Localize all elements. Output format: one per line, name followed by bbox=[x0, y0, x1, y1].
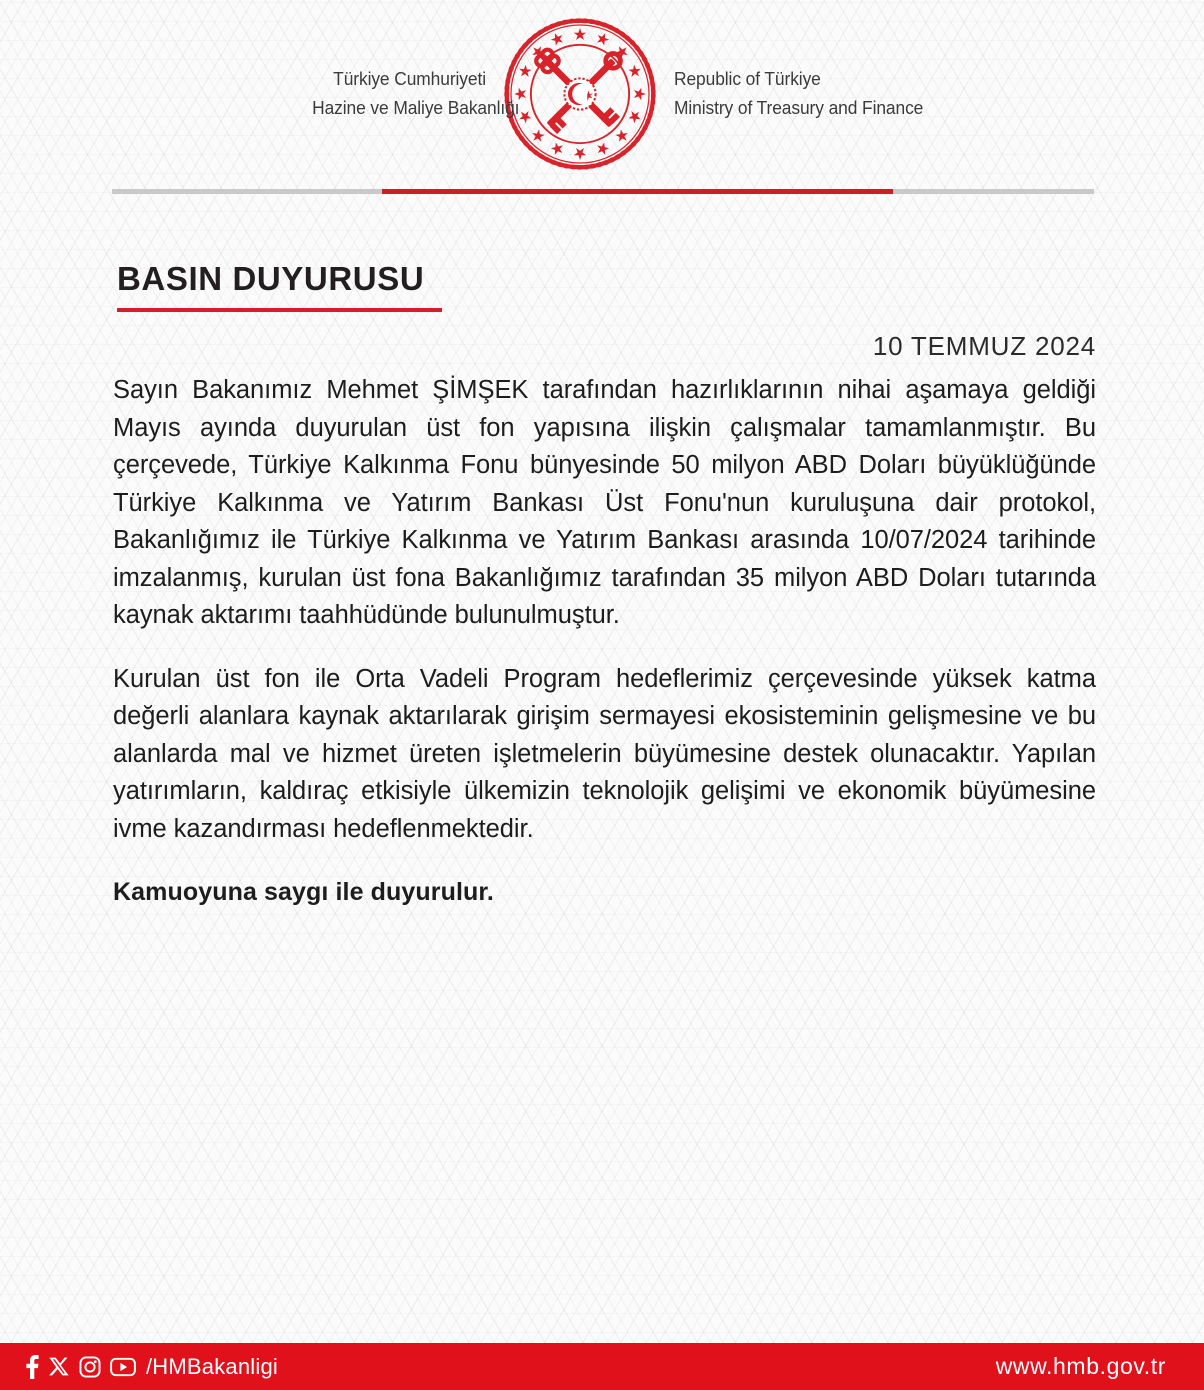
instagram-icon[interactable] bbox=[79, 1356, 101, 1378]
social-handle[interactable]: /HMBakanligi bbox=[146, 1353, 279, 1379]
title-block bbox=[117, 262, 442, 312]
facebook-icon[interactable] bbox=[26, 1355, 39, 1379]
turkish-ministry-emblem-icon bbox=[502, 16, 658, 172]
document-date: 10 TEMMUZ 2024 bbox=[872, 331, 1096, 361]
ministry-name-tr-line1: Türkiye Cumhuriyeti bbox=[332, 68, 486, 90]
website-url[interactable]: www.hmb.gov.tr bbox=[995, 1353, 1166, 1379]
masthead bbox=[0, 14, 1204, 174]
footer-bar bbox=[0, 1343, 1204, 1390]
body-paragraph-2: Kurulan üst fon ile Orta Vadeli Program hedeflerimiz çerçevesinde yüksek katma değerli alanlara kaynak aktarılarak girişim sermayesi ekosisteminin gelişmesine ve bu alanlarda mal ve hizmet üreten işletmelerin büyümesine destek olunacaktır. Yapılan yatırımların, kaldıraç etkisiyle ülkemizin teknolojik gelişimi ve ekonomik büyümesine ivme kazandırması hedeflenmektedir. bbox=[113, 664, 1096, 843]
title-underline bbox=[117, 308, 442, 312]
social-links[interactable] bbox=[26, 1354, 278, 1380]
ministry-name-english bbox=[673, 65, 923, 122]
closing-statement: Kamuoyuna saygı ile duyurulur. bbox=[113, 878, 494, 906]
emblem-container bbox=[496, 14, 664, 174]
header-divider bbox=[112, 189, 1094, 194]
ministry-name-tr-line2: Hazine ve Maliye Bakanlığı bbox=[311, 97, 519, 118]
youtube-icon[interactable] bbox=[110, 1357, 136, 1377]
x-twitter-icon[interactable] bbox=[48, 1356, 70, 1377]
ministry-name-en-line2: Ministry of Treasury and Finance bbox=[673, 97, 923, 118]
page-title: BASIN DUYURUSU bbox=[117, 260, 425, 297]
header-divider-accent bbox=[382, 189, 893, 194]
ministry-name-en-line1: Republic of Türkiye bbox=[673, 68, 821, 90]
body-paragraph-1: Sayın Bakanımız Mehmet ŞİMŞEK tarafından hazırlıklarının nihai aşamaya geldiği Mayıs ayında duyurulan üst fon yapısına ilişkin çalışmalar tamamlanmıştır. Bu çerçevede, Türkiye Kalkınma Fonu bünyesinde 50 milyon ABD Doları büyüklüğünde Türkiye Kalkınma ve Yatırım Bankası Üst Fonu'nun kuruluşuna dair protokol, Bakanlığımız ile Türkiye Kalkınma ve Yatırım Bankası arasında 10/07/2024 tarihinde imzalanmış, kurulan üst fona Bakanlığımız tarafından 35 milyon ABD Doları tutarında kaynak aktarımı taahhüdünde bulunulmuştur. bbox=[113, 376, 1096, 629]
document-body bbox=[113, 372, 1096, 912]
ministry-name-turkish bbox=[311, 65, 519, 122]
